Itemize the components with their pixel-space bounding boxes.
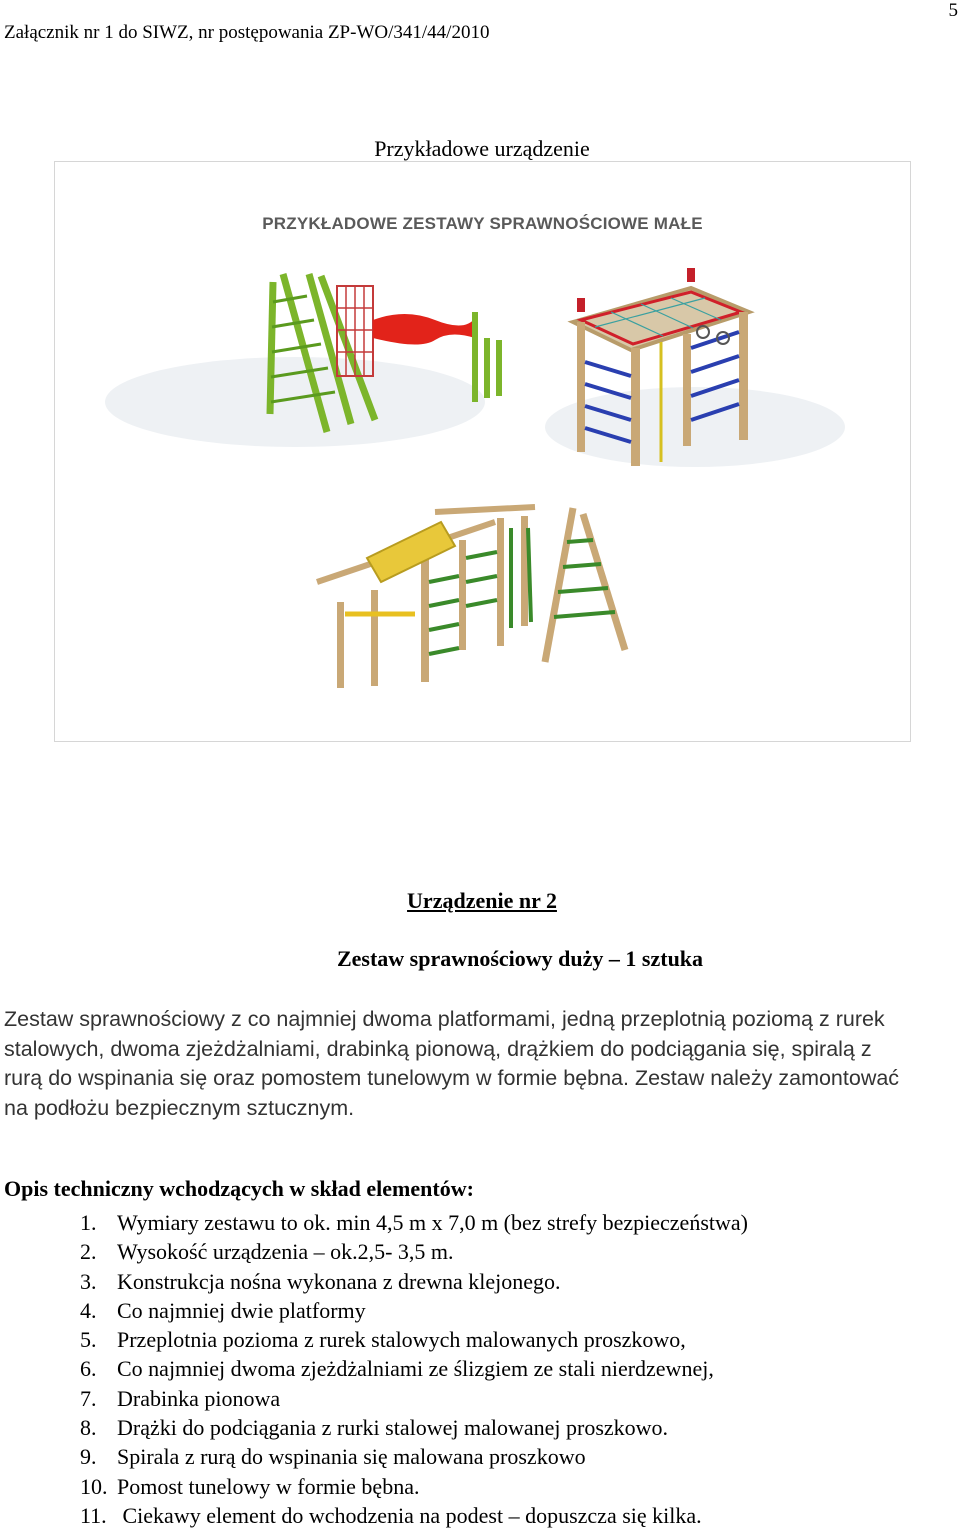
description-line: na podłożu bezpiecznym sztucznym. [4,1095,355,1120]
list-text: Co najmniej dwie platformy [117,1297,366,1323]
section-subtitle: Zestaw sprawnościowy duży – 1 sztuka [336,946,704,971]
list-text: Drążki do podciągania z rurki stalowej malowanej proszkowo. [117,1415,669,1441]
list-text: Ciekawy element do wchodzenia na podest – dopuszcza się kilka. [117,1502,702,1528]
list-number: 9. [80,1444,97,1470]
list-number: 3. [80,1268,97,1294]
list-item [80,1237,748,1266]
list-number: 2. [80,1239,97,1265]
list-number: 4. [80,1297,97,1323]
list-text: Wymiary zestawu to ok. min 4,5 m x 7,0 m (bez strefy bezpieczeństwa) [117,1210,748,1235]
section-title: Urządzenie nr 2 [407,888,557,913]
list-item [80,1296,748,1325]
list-text: Co najmniej dwoma zjeżdżalniami ze ślizgiem ze stali nierdzewnej, [117,1356,714,1382]
list-number: 8. [80,1415,97,1441]
list-text: Przeplotnia pozioma z rurek stalowych malowanych proszkowo, [117,1327,686,1353]
list-text: Spirala z rurą do wspinania się malowana proszkowo [117,1444,586,1470]
description-line: Zestaw sprawnościowy z co najmniej dwoma platformami, jedną przeplotnią poziomą z rurek [4,1007,885,1031]
figure-caption: Przykładowe urządzenie [374,136,590,161]
list-item [80,1208,748,1237]
playground-sets-drawing [55,162,910,741]
description-line: rurą do wspinania się oraz pomostem tunelowym w formie bębna. Zestaw należy zamontować [4,1066,900,1090]
playground-illustration [54,161,911,742]
list-number: 5. [80,1327,97,1353]
list-number: 1. [80,1210,97,1235]
list-item [80,1354,748,1383]
list-item [80,1384,748,1413]
list-item [80,1267,748,1296]
fitness-set-wooden-green [317,507,625,688]
page-number: 5 [948,0,958,21]
list-number: 11. [80,1502,107,1528]
list-item [80,1472,748,1501]
list-number: 7. [80,1385,97,1411]
list-item [80,1442,748,1471]
spec-heading: Opis techniczny wchodzących w skład elementów: [4,1176,474,1201]
list-text: Wysokość urządzenia – ok.2,5- 3,5 m. [117,1239,454,1265]
list-item [80,1413,748,1442]
illustration-title: PRZYKŁADOWE ZESTAWY SPRAWNOŚCIOWE MAŁE [262,214,703,233]
document-header: Załącznik nr 1 do SIWZ, nr postępowania ZP-WO/341/44/2010 [4,22,490,43]
list-text: Pomost tunelowy w formie bębna. [117,1473,420,1499]
spec-list [80,1208,748,1530]
description-paragraph [4,1005,960,1123]
list-item [80,1325,748,1354]
list-number: 10. [80,1473,108,1499]
fitness-set-wooden-red [545,268,845,467]
list-number: 6. [80,1356,97,1382]
description-line: stalowych, dwoma zjeżdżalniami, drabinką pionową, drążkiem do podciągania się, spiralą z [4,1036,872,1061]
list-text: Drabinka pionowa [117,1385,281,1411]
fitness-set-green [105,274,499,447]
list-item [80,1501,748,1530]
list-text: Konstrukcja nośna wykonana z drewna klejonego. [117,1268,561,1294]
